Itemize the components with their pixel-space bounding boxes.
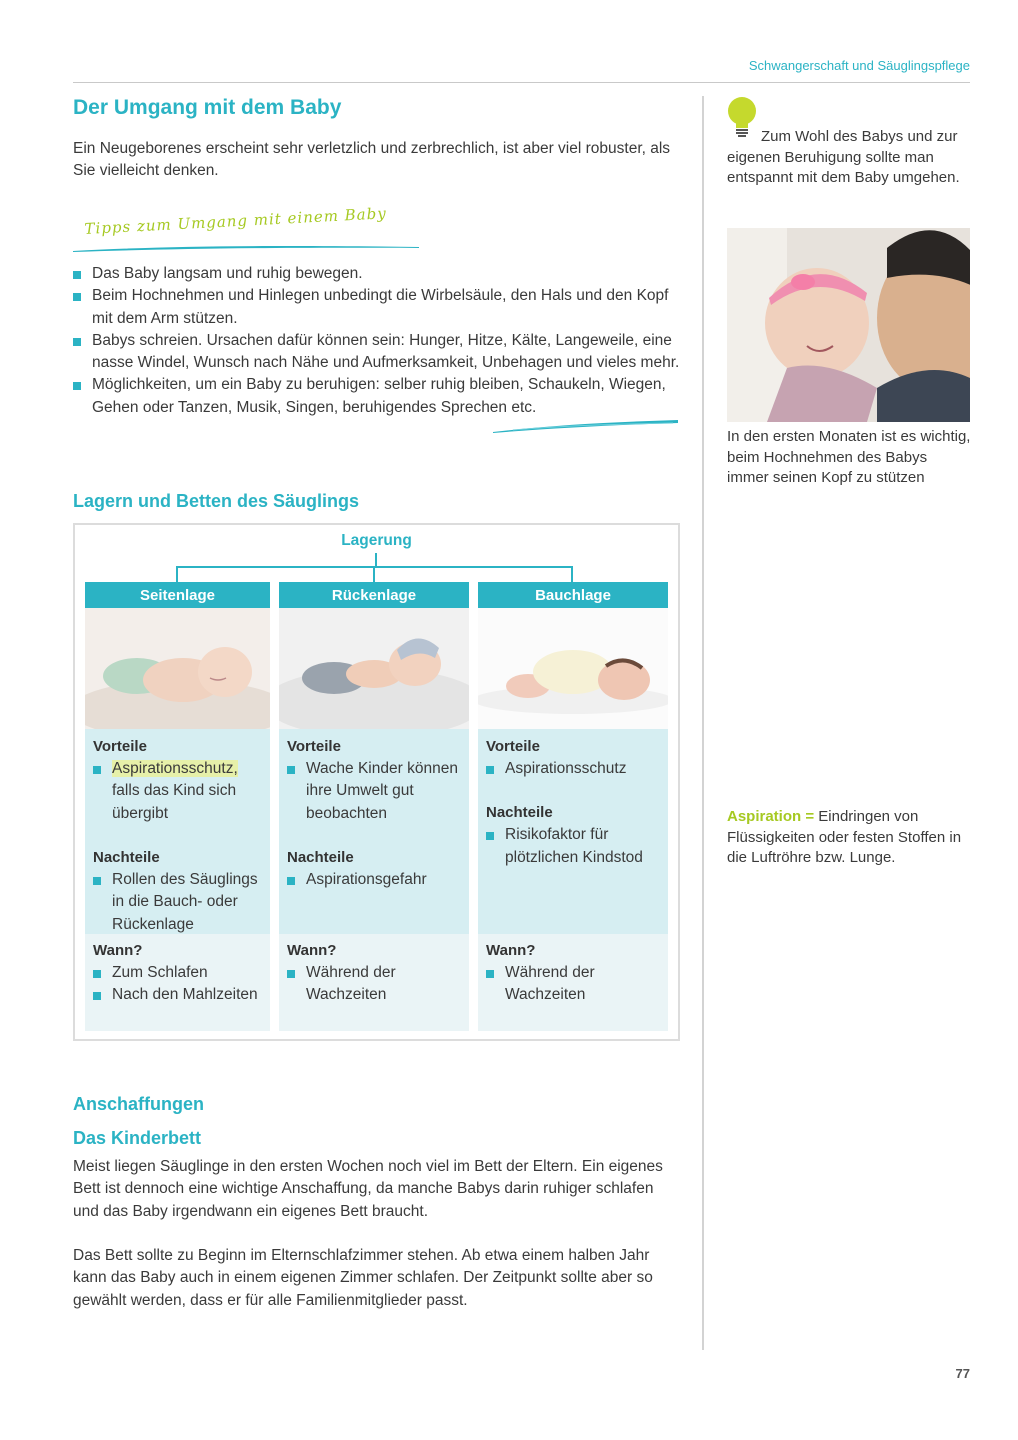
header-rule (73, 82, 970, 83)
tip-text-rest: eigenen Beruhigung sollte man entspannt mit dem Baby umgehen. (727, 148, 960, 186)
glossary-term: Aspiration = (727, 808, 815, 825)
vorteile-label: Vorteile (93, 738, 147, 756)
wann-list (287, 962, 461, 1007)
card-title: Bauchlage (478, 582, 668, 608)
card-wann (279, 934, 469, 1031)
anschaffungen-title: Anschaffungen (73, 1094, 205, 1115)
tips-item: Beim Hochnehmen und Hinlegen unbedingt die Wirbelsäule, den Hals und den Kopf mit dem Arm stützen. (73, 285, 680, 330)
wann-label: Wann? (486, 942, 536, 960)
nachteile-list (486, 824, 660, 869)
tips-heading: Tipps zum Umgang mit einem Baby (84, 204, 388, 238)
vorteile-item: Aspirationsschutz (486, 758, 660, 780)
intro-paragraph: Ein Neugeborenes erscheint sehr verletzlich und zerbrechlich, ist aber viel robuster, als Sie vielleicht denken. (73, 140, 671, 179)
brush-stroke-top (73, 244, 419, 252)
vorteile-label: Vorteile (287, 738, 341, 756)
kinderbett-paragraph: Meist liegen Säuglinge in den ersten Wochen noch viel im Bett der Eltern. Ein eigenes Bett ist dennoch eine wichtige Anschaffung, da manche Babys darin ruhiger schlafen und das Baby irgendwann ein eigenes Bett braucht. (73, 1158, 663, 1220)
section-title: Der Umgang mit dem Baby (73, 96, 342, 119)
nachteile-list (93, 869, 262, 936)
page-number: 77 (955, 1366, 970, 1381)
diagram-connector (75, 525, 678, 585)
nachteile-label: Nachteile (287, 848, 354, 866)
vorteile-item (93, 758, 262, 825)
tips-item: Das Baby langsam und ruhig bewegen. (73, 263, 680, 285)
baby-belly-photo (478, 608, 668, 729)
wann-label: Wann? (93, 942, 143, 960)
baby-back-photo (279, 608, 469, 729)
main-column (73, 92, 680, 1312)
vorteile-list (93, 758, 262, 825)
lagerung-diagram (73, 523, 680, 1041)
wann-item: Während der Wachzeiten (287, 962, 461, 1007)
tips-list (73, 263, 680, 419)
tips-item: Babys schreien. Ursachen dafür können sein: Hunger, Hitze, Kälte, Langeweile, eine nasse Windel, Wunsch nach Nähe und Aufmerksamkeit, Unbehagen und vieles mehr. (73, 330, 680, 375)
card-wann (85, 934, 270, 1031)
vorteile-text: falls das Kind sich übergibt (112, 782, 237, 822)
sidebar-tip (727, 96, 972, 189)
tip-text-first-line: Zum Wohl des Babys und zur (761, 128, 958, 145)
running-title: Schwangerschaft und Säuglingspflege (748, 58, 970, 73)
nachteile-item: Risikofaktor für plötzlichen Kindstod (486, 824, 660, 869)
card-seitenlage (85, 582, 270, 1031)
brush-stroke-bottom (493, 419, 678, 433)
card-body (85, 729, 270, 934)
card-title: Rückenlage (279, 582, 469, 608)
card-body (478, 729, 668, 934)
card-wann (478, 934, 668, 1031)
glossary-definition: Eindringen von Flüssigkeiten oder festen Stoffen in die Luftröhre bzw. Lunge. (727, 808, 962, 866)
wann-label: Wann? (287, 942, 337, 960)
wann-list (93, 962, 262, 1007)
card-rueckenlage (279, 582, 469, 1031)
wann-item: Nach den Mahlzeiten (93, 984, 262, 1006)
vorteile-item: Wache Kinder können ihre Umwelt gut beobachten (287, 758, 461, 825)
vorteile-list (287, 758, 461, 825)
lagern-title: Lagern und Betten des Säuglings (73, 491, 360, 512)
wann-list (486, 962, 660, 1007)
photo-caption: In den ersten Monaten ist es wichtig, beim Hochnehmen des Babys immer seinen Kopf zu stützen (727, 428, 971, 486)
wann-item: Während der Wachzeiten (486, 962, 660, 1007)
card-bauchlage (478, 582, 668, 1031)
wann-item: Zum Schlafen (93, 962, 262, 984)
nachteile-label: Nachteile (486, 804, 553, 822)
card-title: Seitenlage (85, 582, 270, 608)
father-baby-photo (727, 228, 970, 422)
highlighted-term: Aspirationsschutz, (112, 760, 238, 778)
kinderbett-title: Das Kinderbett (73, 1128, 202, 1149)
baby-side-photo (85, 608, 270, 729)
vorteile-list (486, 758, 660, 780)
diagram-root-label: Lagerung (341, 532, 412, 550)
nachteile-item: Rollen des Säuglings in die Bauch- oder Rückenlage (93, 869, 262, 936)
column-divider (702, 96, 704, 1350)
vorteile-label: Vorteile (486, 738, 540, 756)
nachteile-item: Aspirationsgefahr (287, 869, 461, 891)
card-body (279, 729, 469, 934)
kinderbett-paragraph: Das Bett sollte zu Beginn im Elternschlafzimmer stehen. Ab etwa einem halben Jahr kann das Baby auch in einem eigenen Zimmer schlafen. Der Zeitpunkt sollte aber so gewählt werden, dass er für alle Familienmitglieder passt. (73, 1246, 653, 1309)
tips-item: Möglichkeiten, um ein Baby zu beruhigen: selber ruhig bleiben, Schaukeln, Wiegen, Gehen oder Tanzen, Musik, Singen, beruhigendes Sprechen etc. (73, 374, 680, 419)
nachteile-list (287, 869, 461, 891)
glossary-aspiration (727, 807, 972, 869)
tips-box (73, 204, 680, 433)
nachteile-label: Nachteile (93, 848, 160, 866)
